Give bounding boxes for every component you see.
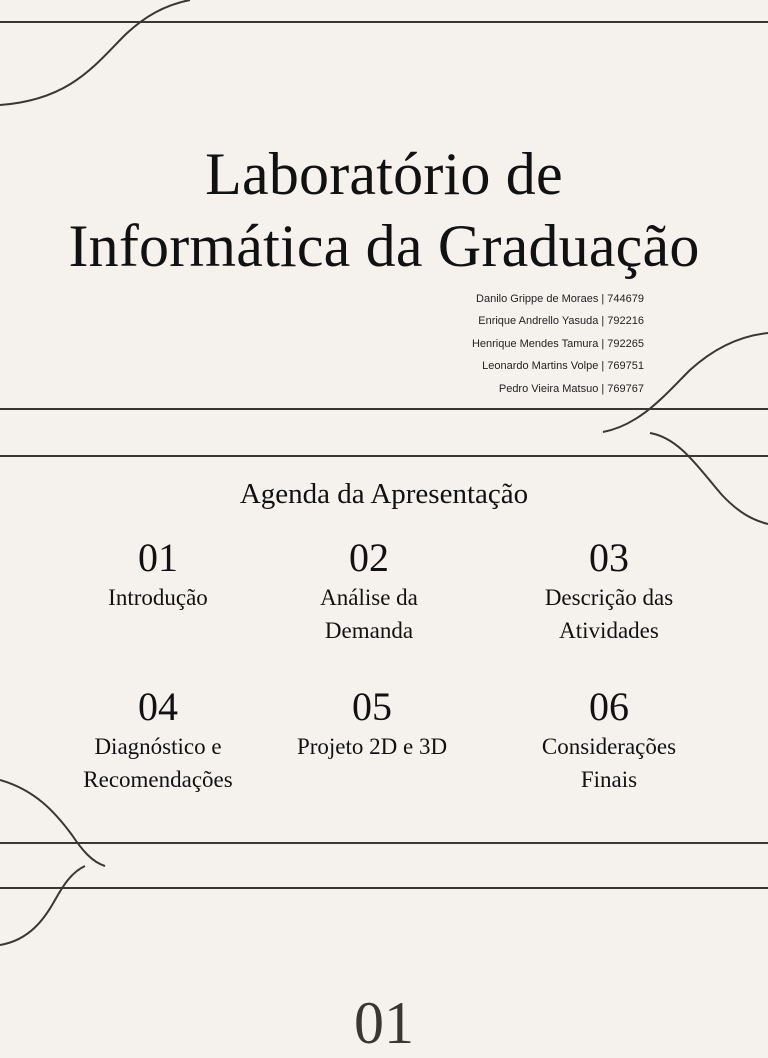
curve-slide3-left [0, 866, 85, 945]
agenda-number: 02 [349, 535, 389, 580]
agenda-label-line-2: Finais [580, 767, 638, 792]
agenda-number: 01 [138, 535, 178, 580]
agenda-title: Agenda da Apresentação [239, 478, 529, 510]
author-item: Pedro Vieira Matsuo | 769767 [498, 382, 644, 395]
agenda-item-05 [262, 685, 482, 764]
agenda-number: 04 [138, 684, 178, 729]
title-line-2: Informática da Graduação [68, 213, 700, 279]
agenda-item-03 [499, 536, 719, 646]
agenda-number: 05 [352, 684, 392, 729]
agenda-label-line-1: Diagnóstico e [94, 734, 222, 759]
page-title [0, 138, 768, 282]
curve-top-left [0, 0, 190, 105]
agenda-label-line-1: Projeto 2D e 3D [296, 734, 448, 759]
agenda-label-line-2: Demanda [324, 618, 414, 643]
agenda-label-line-1: Considerações [541, 734, 677, 759]
agenda-item-01 [48, 536, 268, 615]
agenda-number: 03 [589, 535, 629, 580]
agenda-label-line-2: Atividades [559, 618, 659, 643]
agenda-item-02 [259, 536, 479, 646]
agenda-label-line-2: Recomendações [83, 767, 233, 792]
title-line-1: Laboratório de [205, 141, 563, 207]
author-item: Enrique Andrello Yasuda | 792216 [478, 315, 644, 328]
author-item: Leonardo Martins Volpe | 769751 [482, 360, 644, 373]
section-number: 01 [354, 990, 414, 1056]
author-item: Danilo Grippe de Moraes | 744679 [476, 293, 644, 305]
agenda-item-04 [48, 685, 268, 795]
agenda-item-06 [499, 685, 719, 795]
agenda-label-line-1: Introdução [108, 585, 208, 610]
author-list [472, 288, 644, 400]
agenda-label-line-1: Descrição das [544, 585, 674, 610]
agenda-number: 06 [589, 684, 629, 729]
author-item: Henrique Mendes Tamura | 792265 [471, 337, 644, 350]
agenda-label-line-1: Análise da [320, 585, 418, 610]
